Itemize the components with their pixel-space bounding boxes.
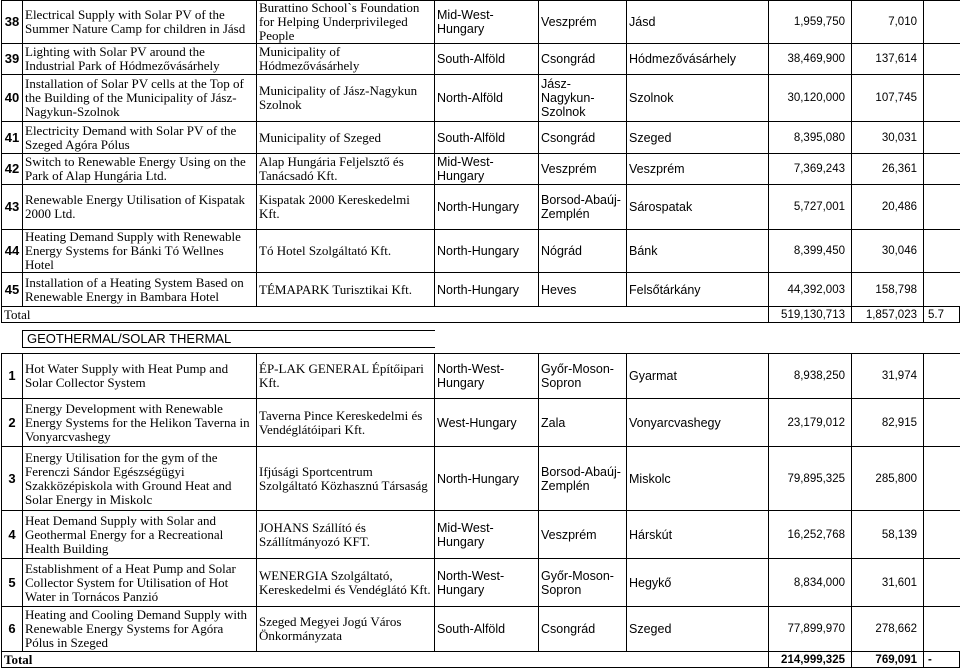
project-name: Electricity Demand with Solar PV of the Szeged Agóra Pólus [23,122,257,154]
county: Győr-Moson-Sopron [539,559,627,607]
region: Mid-West-Hungary [435,154,539,185]
region: North-Hungary [435,447,539,511]
region: Mid-West-Hungary [435,1,539,44]
total-amount: 214,999,325 [769,652,852,668]
row-number: 40 [2,75,23,122]
town: Felsőtárkány [627,273,769,307]
region: North-Alföld [435,75,539,122]
total-cost: 8,938,250 [769,354,852,399]
total-cost: 77,899,970 [769,607,852,652]
table-row [2,354,960,399]
beneficiary: Kispatak 2000 Kereskedelmi Kft. [257,185,435,230]
table-row [2,399,960,447]
row-number: 41 [2,122,23,154]
total-label: Total [2,307,769,323]
project-name: Energy Utilisation for the gym of the Ferenczi Sándor Egészségügyi Szakközépiskola with Ground Heat and Solar Energy in Miskolc [23,447,257,511]
beneficiary: Ifjúsági Sportcentrum Szolgáltató Közhasznú Társaság [257,447,435,511]
subsidy: 107,745 [852,75,924,122]
geo-total-row [2,652,960,668]
subsidy: 20,486 [852,185,924,230]
county: Győr-Moson-Sopron [539,354,627,399]
empty-cell [924,75,960,122]
empty-cell [924,154,960,185]
region: South-Alföld [435,122,539,154]
total-subsidy: 769,091 [852,652,924,668]
row-number: 45 [2,273,23,307]
total-label: Total [2,652,769,668]
town: Hegykő [627,559,769,607]
region: North-Hungary [435,185,539,230]
project-name: Establishment of a Heat Pump and Solar Collector System for Utilisation of Hot Water in Tornácos Panzió [23,559,257,607]
region: South-Alföld [435,44,539,75]
empty-cell [924,559,960,607]
region: Mid-West-Hungary [435,511,539,559]
beneficiary: Tó Hotel Szolgáltató Kft. [257,230,435,273]
empty-cell [924,44,960,75]
empty-cell [924,185,960,230]
subsidy: 278,662 [852,607,924,652]
project-name: Electrical Supply with Solar PV of the Summer Nature Camp for children in Jásd [23,1,257,44]
subsidy: 58,139 [852,511,924,559]
empty-cell [924,122,960,154]
town: Veszprém [627,154,769,185]
county: Csongrád [539,122,627,154]
project-name: Switch to Renewable Energy Using on the Park of Alap Hungária Ltd. [23,154,257,185]
beneficiary: TÉMAPARK Turisztikai Kft. [257,273,435,307]
town: Vonyarcvashegy [627,399,769,447]
total-percent: 5.7 [924,307,960,323]
row-number: 5 [2,559,23,607]
empty-cell [924,399,960,447]
beneficiary: WENERGIA Szolgáltató, Kereskedelmi és Vendéglátó Kft. [257,559,435,607]
table-row [2,75,960,122]
region: North-West-Hungary [435,559,539,607]
total-amount: 519,130,713 [769,307,852,323]
town: Gyarmat [627,354,769,399]
section-title: GEOTHERMAL/SOLAR THERMAL [23,331,435,348]
table-row [2,607,960,652]
table-row [2,1,960,44]
town: Jásd [627,1,769,44]
row-number: 6 [2,607,23,652]
subsidy: 30,031 [852,122,924,154]
subsidy: 7,010 [852,1,924,44]
subsidy: 26,361 [852,154,924,185]
table-row [2,230,960,273]
beneficiary: Municipality of Szeged [257,122,435,154]
subsidy: 137,614 [852,44,924,75]
project-name: Renewable Energy Utilisation of Kispatak 2000 Ltd. [23,185,257,230]
subsidy: 158,798 [852,273,924,307]
total-cost: 7,369,243 [769,154,852,185]
project-name: Hot Water Supply with Heat Pump and Solar Collector System [23,354,257,399]
row-number: 3 [2,447,23,511]
solar-pv-section [2,1,960,307]
county: Veszprém [539,511,627,559]
county: Heves [539,273,627,307]
total-cost: 8,395,080 [769,122,852,154]
total-cost: 38,469,900 [769,44,852,75]
table-row [2,273,960,307]
table-row [2,122,960,154]
town: Hódmezővásárhely [627,44,769,75]
project-name: Heat Demand Supply with Solar and Geothermal Energy for a Recreational Health Building [23,511,257,559]
beneficiary: Taverna Pince Kereskedelmi és Vendéglátóipari Kft. [257,399,435,447]
beneficiary: Alap Hungária Feljelsztő és Tanácsadó Kft. [257,154,435,185]
row-number: 38 [2,1,23,44]
table-row [2,559,960,607]
town: Miskolc [627,447,769,511]
town: Bánk [627,230,769,273]
project-name: Energy Development with Renewable Energy Systems for the Helikon Taverna in Vonyarcvashegy [23,399,257,447]
beneficiary: ÉP-LAK GENERAL Építőipari Kft. [257,354,435,399]
county: Borsod-Abaúj-Zemplén [539,185,627,230]
empty-cell [924,273,960,307]
subsidy: 31,601 [852,559,924,607]
project-name: Lighting with Solar PV around the Industrial Park of Hódmezővásárhely [23,44,257,75]
subsidy: 31,974 [852,354,924,399]
row-number: 4 [2,511,23,559]
project-name: Installation of Solar PV cells at the Top of the Building of the Municipality of Jász-Nagykun-Szolnok [23,75,257,122]
project-name: Installation of a Heating System Based on Renewable Energy in Bambara Hotel [23,273,257,307]
row-number: 42 [2,154,23,185]
total-percent: - [924,652,960,668]
county: Borsod-Abaúj-Zemplén [539,447,627,511]
region: South-Alföld [435,607,539,652]
subsidy: 82,915 [852,399,924,447]
total-subsidy: 1,857,023 [852,307,924,323]
subsidy: 285,800 [852,447,924,511]
county: Csongrád [539,607,627,652]
beneficiary: Szeged Megyei Jogú Város Önkormányzata [257,607,435,652]
total-cost: 1,959,750 [769,1,852,44]
town: Sárospatak [627,185,769,230]
county: Zala [539,399,627,447]
row-number: 2 [2,399,23,447]
town: Szeged [627,607,769,652]
beneficiary: Municipality of Jász-Nagykun Szolnok [257,75,435,122]
beneficiary: Burattino School`s Foundation for Helping Underprivileged People [257,1,435,44]
region: North-Hungary [435,230,539,273]
empty-cell [924,230,960,273]
region: North-Hungary [435,273,539,307]
table-row [2,154,960,185]
county: Nógrád [539,230,627,273]
table-row [2,511,960,559]
project-name: Heating Demand Supply with Renewable Energy Systems for Bánki Tó Wellnes Hotel [23,230,257,273]
total-cost: 16,252,768 [769,511,852,559]
total-cost: 8,399,450 [769,230,852,273]
empty-cell [924,607,960,652]
region: North-West-Hungary [435,354,539,399]
table-row [2,185,960,230]
row-number: 44 [2,230,23,273]
total-cost: 30,120,000 [769,75,852,122]
empty-cell [924,511,960,559]
projects-table [1,0,960,668]
county: Jász-Nagykun-Szolnok [539,75,627,122]
solar-total-row [2,307,960,323]
table-row [2,44,960,75]
beneficiary: JOHANS Szállító és Szállítmányozó KFT. [257,511,435,559]
empty-cell [924,447,960,511]
total-cost: 79,895,325 [769,447,852,511]
town: Szeged [627,122,769,154]
total-cost: 23,179,012 [769,399,852,447]
empty-cell [924,354,960,399]
project-name: Heating and Cooling Demand Supply with Renewable Energy Systems for Agóra Pólus in Szeged [23,607,257,652]
region: West-Hungary [435,399,539,447]
town: Hárskút [627,511,769,559]
row-number: 39 [2,44,23,75]
geothermal-solar-thermal-section [2,354,960,652]
total-cost: 44,392,003 [769,273,852,307]
total-cost: 8,834,000 [769,559,852,607]
beneficiary: Municipality of Hódmezővásárhely [257,44,435,75]
section-header-row [2,331,960,348]
table-row [2,447,960,511]
total-cost: 5,727,001 [769,185,852,230]
county: Csongrád [539,44,627,75]
town: Szolnok [627,75,769,122]
row-number: 1 [2,354,23,399]
subsidy: 30,046 [852,230,924,273]
county: Veszprém [539,154,627,185]
empty-cell [924,1,960,44]
row-number: 43 [2,185,23,230]
county: Veszprém [539,1,627,44]
